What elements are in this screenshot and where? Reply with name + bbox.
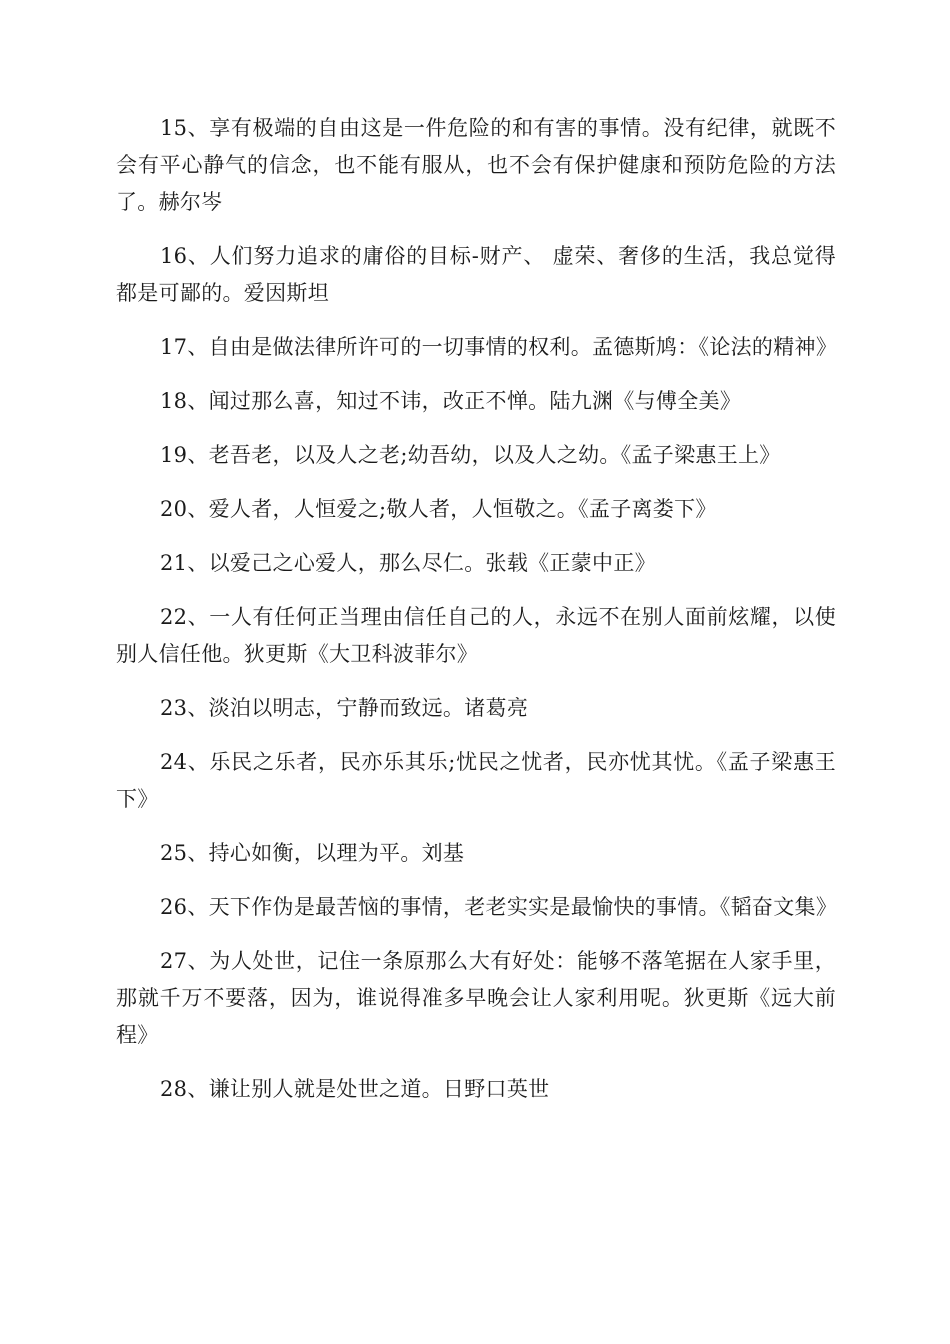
quote-paragraph-18: 18、闻过那么喜，知过不讳，改正不惮。陆九渊《与傅全美》 [160,389,742,413]
quote-paragraph-15: 15、享有极端的自由这是一件危险的和有害的事情。没有纪律，就既不会有平心静气的信念，也不能有服从，也不会有保护健康和预防危险的方法了。赫尔岑 [116,116,836,214]
quote-paragraph-20: 20、爱人者，人恒爱之;敬人者，人恒敬之。《孟子离娄下》 [160,497,717,521]
quote-paragraph-19: 19、老吾老，以及人之老;幼吾幼，以及人之幼。《孟子梁惠王上》 [160,443,781,467]
quote-paragraph-22: 22、一人有任何正当理由信任自己的人，永远不在别人面前炫耀，以使别人信任他。狄更斯《大卫科波菲尔》 [116,605,836,666]
quote-paragraph-25: 25、持心如衡，以理为平。刘基 [160,841,465,865]
quote-paragraph-28: 28、谦让别人就是处世之道。日野口英世 [160,1077,550,1101]
quote-paragraph-24: 24、乐民之乐者，民亦乐其乐;忧民之忧者，民亦忧其忧。《孟子梁惠王下》 [116,750,836,811]
quote-paragraph-17: 17、自由是做法律所许可的一切事情的权利。孟德斯鸠：《论法的精神》 [160,335,838,359]
quote-paragraph-16: 16、人们努力追求的庸俗的目标-财产、 虚荣、奢侈的生活，我总觉得都是可鄙的。爱因斯坦 [116,244,836,305]
document-body [116,110,836,1125]
quote-paragraph-23: 23、淡泊以明志，宁静而致远。诸葛亮 [160,696,529,720]
quote-paragraph-26: 26、天下作伪是最苦恼的事情，老老实实是最愉快的事情。《韬奋文集》 [160,895,838,919]
quote-paragraph-27: 27、为人处世，记住一条原那么大有好处：能够不落笔据在人家手里，那就千万不要落，因为，谁说得准多早晚会让人家利用呢。狄更斯《远大前程》 [116,949,836,1047]
quote-paragraph-21: 21、以爱己之心爱人，那么尽仁。张载《正蒙中正》 [160,551,656,575]
